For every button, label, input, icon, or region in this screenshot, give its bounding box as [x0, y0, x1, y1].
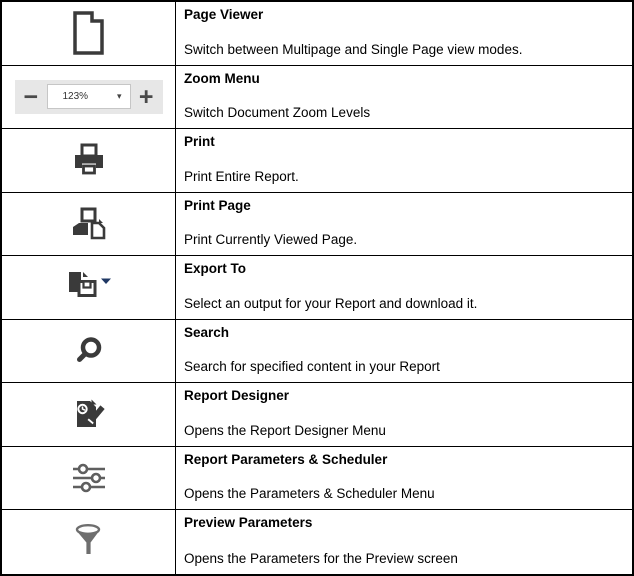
feature-title: Report Designer	[184, 388, 290, 404]
feature-title: Print	[184, 134, 215, 150]
feature-cell	[176, 2, 632, 66]
feature-cell	[176, 383, 632, 447]
feature-cell	[176, 129, 632, 193]
feature-description: Print Entire Report.	[184, 168, 299, 184]
feature-title: Page Viewer	[184, 7, 264, 22]
feature-description: Switch between Multipage and Single Page view modes.	[184, 41, 523, 57]
feature-cell	[176, 256, 632, 320]
zoom-in-button[interactable]: +	[138, 82, 154, 111]
page-viewer-button[interactable]	[2, 2, 176, 66]
preview-parameters-icon	[74, 523, 104, 561]
print-icon	[72, 143, 106, 177]
preview-parameters-button[interactable]	[2, 510, 176, 574]
print-page-button[interactable]	[2, 193, 176, 257]
zoom-menu-cell	[2, 66, 176, 130]
export-to-icon	[65, 270, 113, 304]
feature-title: Preview Parameters	[184, 515, 313, 531]
feature-title: Report Parameters & Scheduler	[184, 451, 388, 467]
zoom-level-value: 123%	[62, 91, 89, 103]
feature-cell	[176, 447, 632, 511]
print-page-icon	[71, 207, 107, 241]
chevron-down-icon: ▾	[116, 91, 122, 102]
feature-description: Switch Document Zoom Levels	[184, 105, 371, 121]
report-parameters-button[interactable]	[2, 447, 176, 511]
search-button[interactable]	[2, 320, 176, 384]
feature-description: Select an output for your Report and download it.	[184, 295, 478, 311]
feature-title: Zoom Menu	[184, 70, 260, 86]
feature-cell	[176, 510, 632, 574]
feature-description: Opens the Parameters for the Preview screen	[184, 551, 458, 566]
report-parameters-icon	[71, 462, 107, 494]
feature-description: Opens the Report Designer Menu	[184, 422, 386, 438]
feature-description: Print Currently Viewed Page.	[184, 232, 358, 248]
feature-description: Opens the Parameters & Scheduler Menu	[184, 486, 435, 502]
feature-cell	[176, 320, 632, 384]
feature-title: Export To	[184, 261, 246, 277]
zoom-menu-control	[15, 80, 163, 114]
zoom-level-select[interactable]	[47, 84, 131, 109]
export-to-button[interactable]	[2, 256, 176, 320]
report-designer-icon	[70, 397, 108, 433]
report-designer-button[interactable]	[2, 383, 176, 447]
zoom-out-button[interactable]: −	[23, 82, 39, 111]
search-icon	[72, 334, 106, 368]
feature-description: Search for specified content in your Report	[184, 359, 440, 375]
chevron-down-icon	[101, 279, 111, 285]
feature-cell	[176, 66, 632, 130]
feature-title: Search	[184, 324, 230, 340]
feature-title: Print Page	[184, 197, 251, 213]
print-button[interactable]	[2, 129, 176, 193]
page-viewer-icon	[71, 10, 107, 56]
feature-cell	[176, 193, 632, 257]
